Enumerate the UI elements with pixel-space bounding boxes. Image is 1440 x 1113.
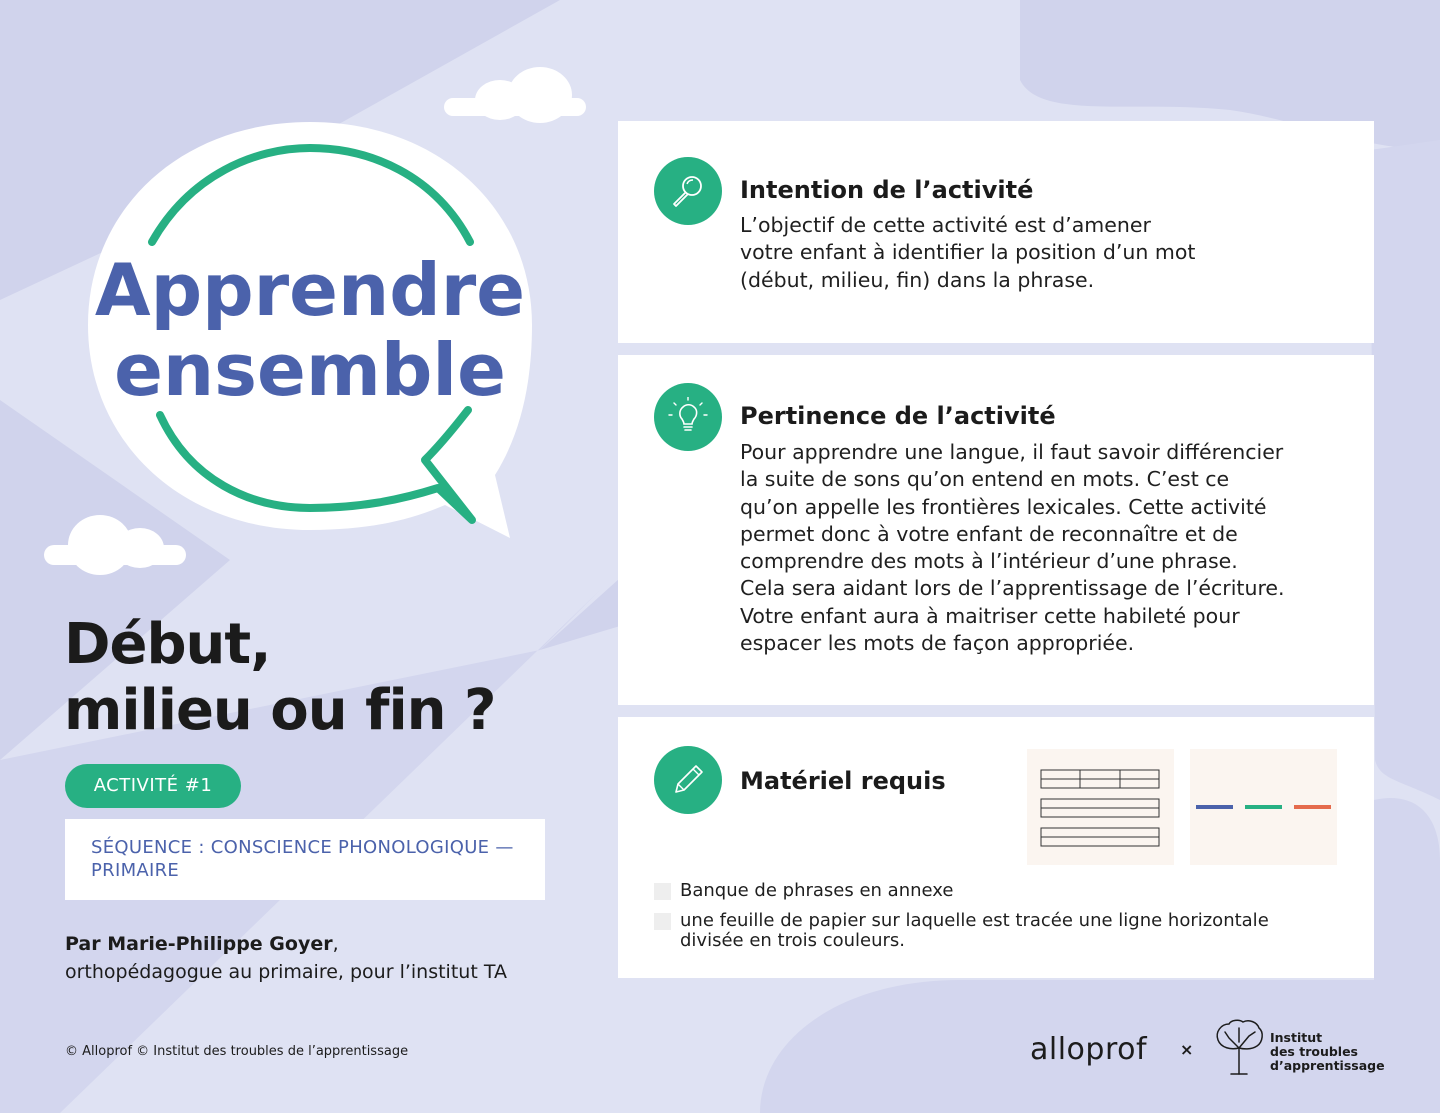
sentence-bank-thumbnail [1027,749,1174,865]
author-role: orthopédagogue au primaire, pour l’institut TA [65,961,507,983]
title-line2: milieu ou fin ? [64,678,496,743]
pertinence-line: permet donc à votre enfant de reconnaître et de [740,521,1238,546]
title-line1: Début, [64,612,271,677]
speech-bubble-icon [40,110,560,570]
magnifier-icon [654,157,722,225]
alloprof-logo: alloprof [1030,1032,1148,1067]
pertinence-line: Pour apprendre une langue, il faut savoir différencier [740,440,1284,464]
pertinence-line: comprendre des mots à l’intérieur d’une phrase. [740,549,1238,574]
materiel-card [618,717,1374,978]
materiel-heading: Matériel requis [740,767,946,795]
apprendre-ensemble-logo [40,110,560,570]
sequence-line2: PRIMAIRE [91,860,180,881]
pencil-icon [654,746,722,814]
lightbulb-icon [654,383,722,451]
table-sheet-icon [1027,749,1174,865]
three-color-line-icon [1190,749,1337,865]
intention-line: L’objectif de cette activité est d’amener [740,213,1151,237]
ita-line3: d’apprentissage [1270,1058,1385,1073]
author-credit [65,930,507,986]
materiel-list [654,881,1340,961]
intention-line: (début, milieu, fin) dans la phrase. [740,267,1095,292]
ita-logo-text [1270,1031,1385,1073]
lightbulb-glyph [668,397,708,437]
checkbox[interactable] [654,883,671,900]
times-separator: × [1180,1040,1194,1059]
author-name: Par Marie-Philippe Goyer [65,933,333,955]
materiel-item-text: Banque de phrases en annexe [680,880,954,901]
pertinence-line: Cela sera aidant lors de l’apprentissage de l’écriture. [740,576,1285,601]
author-separator: , [332,933,339,955]
materiel-item-text: divisée en trois couleurs. [680,930,906,951]
pertinence-line: la suite de sons qu’on entend en mots. C’est ce [740,467,1230,492]
intention-line: votre enfant à identifier la position d’un mot [740,240,1196,265]
checkbox[interactable] [654,913,671,930]
activity-title [64,612,496,744]
logo-line1: Apprendre [94,248,526,332]
copyright-text: © Alloprof © Institut des troubles de l’apprentissage [65,1044,409,1059]
brain-tree-icon [1213,1018,1265,1076]
magnifier-glyph [668,171,708,211]
list-item [654,881,1340,901]
pertinence-card [618,355,1374,705]
logo-line2: ensemble [114,328,506,412]
pertinence-line: espacer les mots de façon appropriée. [740,631,1135,656]
intention-card [618,121,1374,343]
sequence-line1: SÉQUENCE : CONSCIENCE PHONOLOGIQUE — [91,837,514,858]
pencil-glyph [668,760,708,800]
pertinence-line: Votre enfant aura à maitriser cette habileté pour [740,603,1240,628]
activity-badge: ACTIVITÉ #1 [65,764,241,808]
intention-heading: Intention de l’activité [740,176,1034,204]
ita-line1: Institut [1270,1030,1323,1045]
sequence-label [65,819,545,900]
list-item [654,911,1340,951]
intention-text [740,212,1355,294]
pertinence-heading: Pertinence de l’activité [740,402,1056,430]
colored-line-thumbnail [1190,749,1337,865]
ita-line2: des troubles [1270,1044,1358,1059]
materiel-item-text: une feuille de papier sur laquelle est tracée une ligne horizontale [680,910,1269,931]
pertinence-line: qu’on appelle les frontières lexicales. Cette activité [740,494,1267,519]
pertinence-text [740,439,1355,657]
